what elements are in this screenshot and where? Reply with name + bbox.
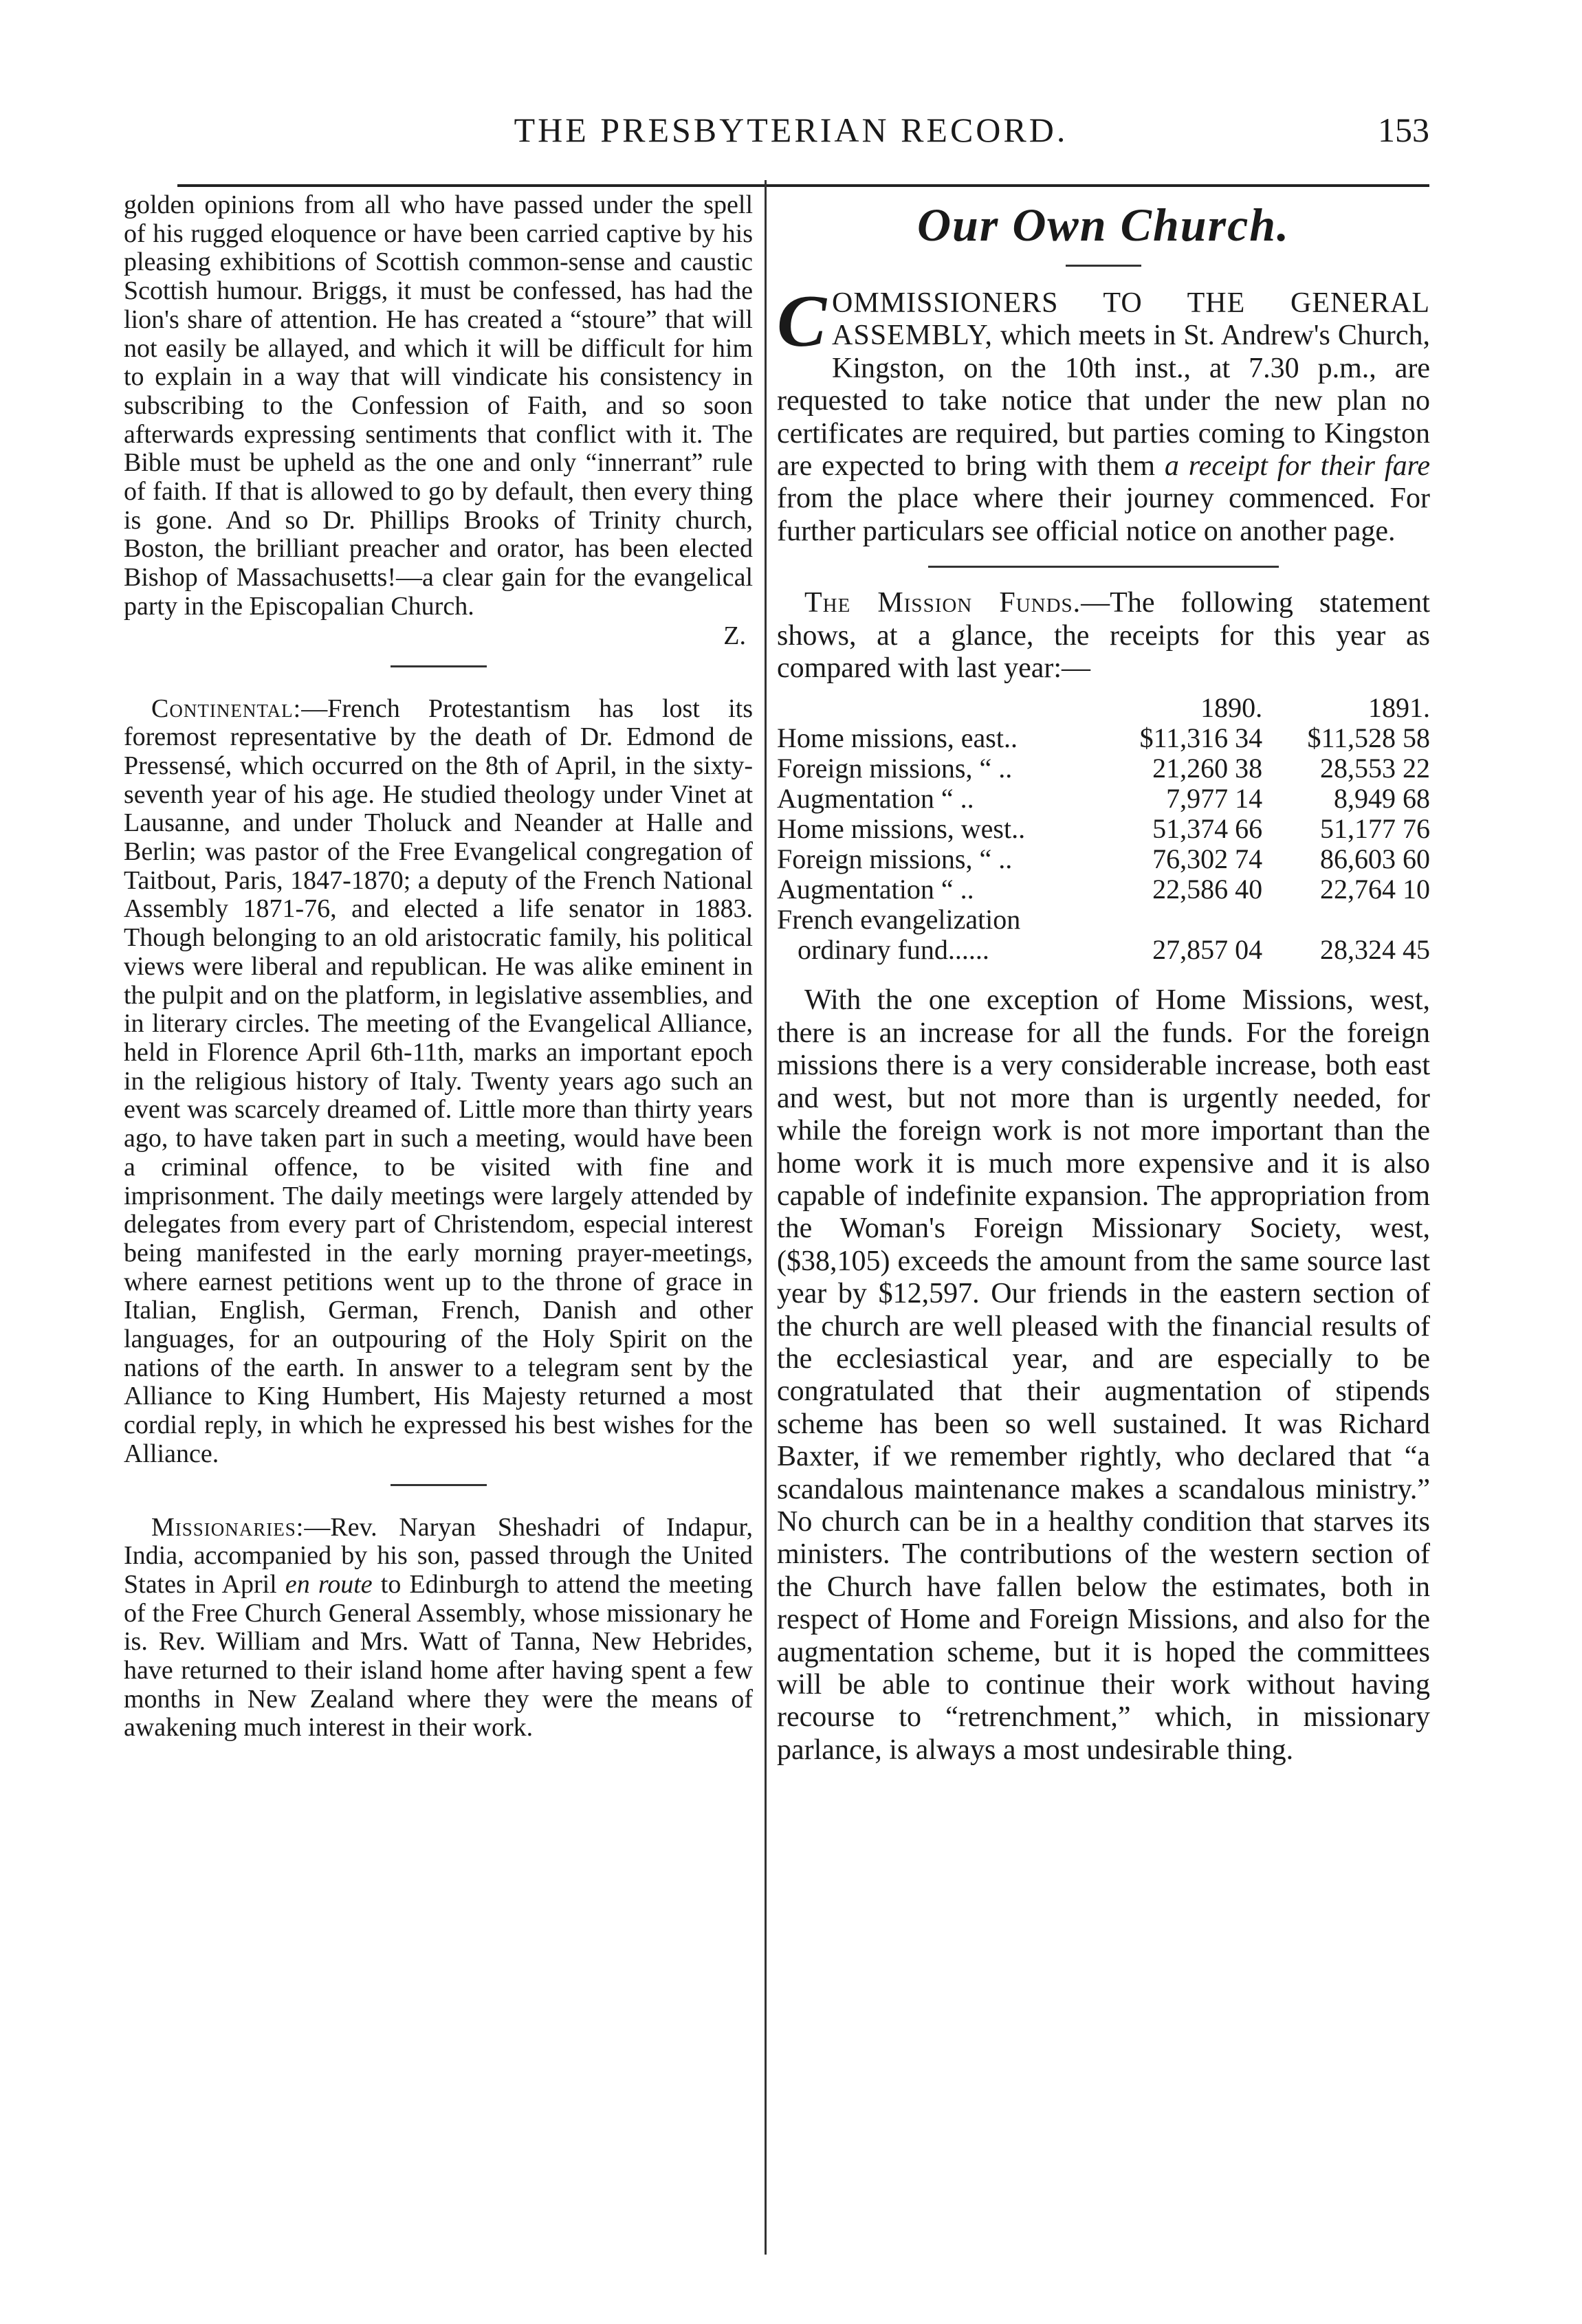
- missionaries-paragraph: [124, 1514, 753, 1743]
- cell-1890: 22,586 40: [1152, 874, 1263, 905]
- table-header-row: [777, 693, 1430, 723]
- continental-paragraph: [124, 695, 753, 1469]
- row-label: Augmentation “ ..: [777, 874, 974, 905]
- missionaries-heading: Missionaries:: [151, 1512, 305, 1542]
- column-header-1891: 1891.: [1368, 692, 1430, 724]
- author-signature: Z.: [723, 621, 746, 650]
- header-rule: [177, 184, 1429, 187]
- missionaries-body-a: —Rev. Naryan Sheshadri of Indapur, India, accompanied by his son, passed through the United States in April: [124, 1512, 753, 1599]
- continental-heading: Continental:: [151, 694, 302, 723]
- commissioners-paragraph: [777, 280, 1431, 548]
- column-divider: [765, 180, 767, 2255]
- cell-1891: 51,177 76: [1320, 813, 1430, 845]
- cell-1891: 28,324 45: [1320, 934, 1430, 966]
- table-row: [777, 784, 1430, 814]
- cell-1890: 7,977 14: [1166, 783, 1263, 815]
- cell-1890: $11,316 34: [1139, 722, 1263, 754]
- left-column: [124, 191, 753, 1742]
- row-label: ordinary fund......: [798, 934, 989, 966]
- row-label: Foreign missions, “ ..: [777, 843, 1013, 875]
- table-row: [777, 935, 1430, 965]
- row-label: Home missions, west..: [777, 813, 1026, 845]
- table-row: [777, 844, 1430, 874]
- page-number: 153: [1378, 111, 1429, 149]
- cell-1891: 86,603 60: [1320, 843, 1430, 875]
- row-label: Augmentation “ ..: [777, 783, 974, 815]
- title-rule: [1066, 265, 1141, 267]
- missionaries-italic: en route: [285, 1569, 373, 1599]
- commissioners-body-b: from the place where their journey commenced. For further particulars see official notice on another page.: [777, 483, 1430, 547]
- funds-body: —The following statement shows, at a glance, the receipts for this year as compared with last year:—: [777, 587, 1430, 685]
- column-header-1890: 1890.: [1200, 692, 1263, 724]
- continental-body: —French Protestantism has lost its foremost representative by the death of Dr. Edmond de Pressensé, which occurred on the 8th of April, in the sixty-seventh year of his age. He studied theology under Vinet at Lausanne, and under Tholuck and Neander at Halle and Berlin; was pastor of the Free Evangelical congregation of Taitbout, Paris, 1847-1870; a deputy of the French National Assembly 1871-76, and elected a life senator in 1883. Though belonging to an old aristocratic family, his political views were liberal and republican. He was alike eminent in the pulpit and on the platform, in legislative assemblies, and in literary circles. The meeting of the Evangelical Alliance, held in Florence April 6th-11th, marks an important epoch in the religious history of Italy. Twenty years ago such an event was scarcely dreamed of. Little more than thirty years ago, to have taken part in such a meeting, would have been a criminal offence, to be visited with fine and imprisonment. The daily meetings were largely attended by delegates from every part of Christendom, especial interest being manifested in the early morning prayer-meetings, where earnest petitions went up to the throne of grace in Italian, English, German, French, Danish and other languages, for an outpouring of the Holy Spirit on the nations of the earth. In answer to a telegram sent by the Alliance to King Humbert, His Majesty returned a most cordial reply, in which he expressed his best wishes for the Alliance.: [124, 694, 753, 1468]
- cell-1891: 22,764 10: [1320, 874, 1430, 905]
- funds-heading: The Mission Funds.: [804, 587, 1081, 619]
- table-row: [777, 723, 1430, 753]
- cell-1891: $11,528 58: [1307, 722, 1430, 754]
- table-row: [777, 905, 1430, 935]
- row-label: Foreign missions, “ ..: [777, 753, 1013, 784]
- section-title: Our Own Church.: [916, 199, 1290, 251]
- section-separator: [391, 665, 487, 667]
- table-row: [777, 874, 1430, 905]
- receipts-table: [777, 693, 1430, 965]
- cell-1891: 28,553 22: [1320, 753, 1430, 784]
- section-separator: [928, 566, 1279, 568]
- commissioners-italic: a receipt for their fare: [1164, 450, 1431, 483]
- row-label: French evangelization: [777, 904, 1021, 936]
- commissioners-body-a: which meets in St. Andrew's Church, Kingston, on the 10th inst., at 7.30 p.m., are requested to take notice that under the new plan no certificates are required, but parties coming to Kingston are expected to bring with them: [777, 320, 1430, 483]
- cell-1890: 51,374 66: [1152, 813, 1263, 845]
- page-header: [0, 110, 1582, 158]
- cell-1891: 8,949 68: [1334, 783, 1430, 815]
- right-column: [777, 191, 1430, 1767]
- funds-commentary: With the one exception of Home Missions, west, there is an increase for all the funds. For the foreign missions there is a very considerable increase, both east and west, but not more than is urgently needed, for while the foreign work is not more important than the home work it is much more expensive and it is also capable of indefinite expansion. The appropriation from the Woman's Foreign Missionary Society, west, ($38,105) exceeds the amount from the same source last year by $12,597. Our friends in the eastern section of the church are well pleased with the financial results of the ecclesiastical year, and are especially to be congratulated that their augmentation of stipends scheme has been so well sustained. It was Richard Baxter, if we remember rightly, who declared that “a scandalous maintenance makes a scandalous ministry.” No church can be in a healthy condition that starves its ministers. The contributions of the western section of the Church have fallen below the estimates, both in respect of Home and Foreign Missions, and also for the augmentation scheme, but it is hoped the committees will be able to continue their work without having recourse to “retrenchment,” which, in missionary parlance, is always a most undesirable thing.: [777, 984, 1430, 1766]
- funds-paragraph: [777, 587, 1430, 685]
- row-label: Home missions, east..: [777, 722, 1018, 754]
- briggs-paragraph: golden opinions from all who have passed under the spell of his rugged eloquence or have been carried captive by his pleasing exhibitions of Scottish common-sense and caustic Scottish humour. Briggs, it must be confessed, has had the lion's share of attention. He has created a “stoure” that will not easily be allayed, and which it will be difficult for him to explain in a way that will vindicate his consistency in subscribing to the Confession of Faith, and so soon afterwards expressing sentiments that conflict with it. The Bible must be upheld as the one and only “innerrant” rule of faith. If that is allowed to go by default, then every thing is gone. And so Dr. Phillips Brooks of Trinity church, Boston, the brilliant preacher and orator, has been elected Bishop of Massachusetts!—a clear gain for the evangelical party in the Episcopalian Church.: [124, 190, 753, 621]
- commissioners-heading: OMMISSIONERS TO THE GENERAL ASSEMBLY,: [832, 287, 1430, 352]
- section-separator: [391, 1484, 487, 1486]
- table-row: [777, 814, 1430, 844]
- drop-cap: C: [777, 280, 827, 362]
- cell-1890: 21,260 38: [1152, 753, 1263, 784]
- cell-1890: 27,857 04: [1152, 934, 1263, 966]
- table-row: [777, 753, 1430, 784]
- running-title: THE PRESBYTERIAN RECORD.: [514, 111, 1068, 149]
- cell-1890: 76,302 74: [1152, 843, 1263, 875]
- missionaries-body-b: to Edinburgh to attend the meeting of the Free Church General Assembly, whose missionary he is. Rev. William and Mrs. Watt of Tanna, New Hebrides, have returned to their island home after having spent a few months in New Zealand where they were the means of awakening much interest in their work.: [124, 1569, 754, 1742]
